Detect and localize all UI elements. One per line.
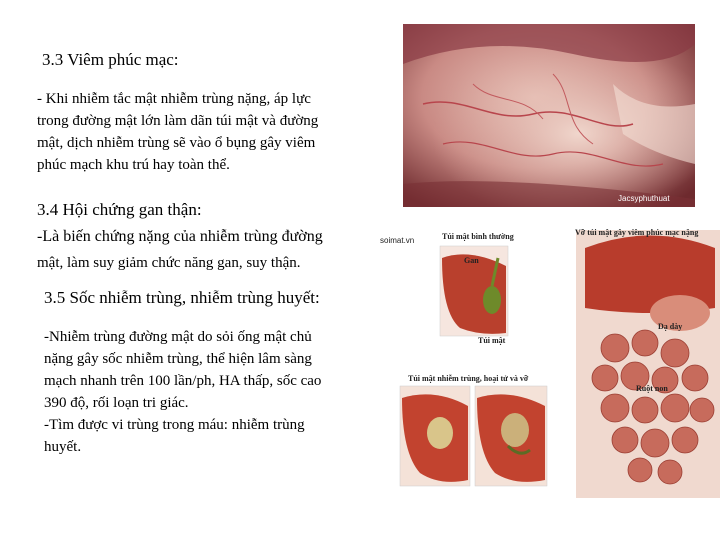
- normal-gallbladder-title: Túi mật bình thường: [442, 232, 514, 241]
- heading-3-4: 3.4 Hội chứng gan thận:: [37, 200, 202, 219]
- laparoscopy-photo: [403, 24, 695, 207]
- site-label: soimat.vn: [380, 236, 415, 245]
- stomach-label: Dạ dày: [658, 322, 683, 331]
- gallbladder-diagram-panel: [380, 218, 720, 498]
- infected-gallbladder-title: Túi mật nhiễm trùng, hoại tử và vỡ: [408, 374, 529, 383]
- liver-label: Gan: [464, 256, 479, 265]
- peritoneum-image: [403, 24, 695, 207]
- paragraph-3-4-line1: -Là biến chứng nặng của nhiễm trùng đường: [37, 228, 323, 245]
- peritonitis-title: Vỡ túi mật gây viêm phúc mạc nặng: [575, 228, 699, 237]
- paragraph-3-4-line2: mật, làm suy giảm chức năng gan, suy thận.: [37, 255, 301, 271]
- gallbladder-diagrams: [380, 218, 720, 498]
- paragraph-3-5: -Nhiễm trùng đường mật do sỏi ống mật chủ nặng gây sốc nhiễm trùng, thể hiện lâm sàng mạch nhanh trên 100 lần/ph, HA thấp, sốc cao 390 độ, rối loạn tri giác. -Tìm được vi trùng trong máu: nhiễm trùng huyết.: [44, 329, 322, 455]
- heading-3-3: 3.3 Viêm phúc mạc:: [42, 50, 179, 69]
- heading-3-5: 3.5 Sốc nhiễm trùng, nhiễm trùng huyết:: [44, 288, 320, 307]
- gallbladder-label: Túi mật: [478, 336, 506, 345]
- photo-watermark: Jacsyphuthuat: [618, 194, 670, 203]
- intestine-label: Ruột non: [636, 384, 668, 393]
- paragraph-3-3: - Khi nhiễm tắc mật nhiễm trùng nặng, áp lực trong đường mật lớn làm dãn túi mật và đường mật, dịch nhiễm trùng sẽ vào ổ bụng gây viêm phúc mạch khu trú hay toàn thể.: [37, 91, 319, 173]
